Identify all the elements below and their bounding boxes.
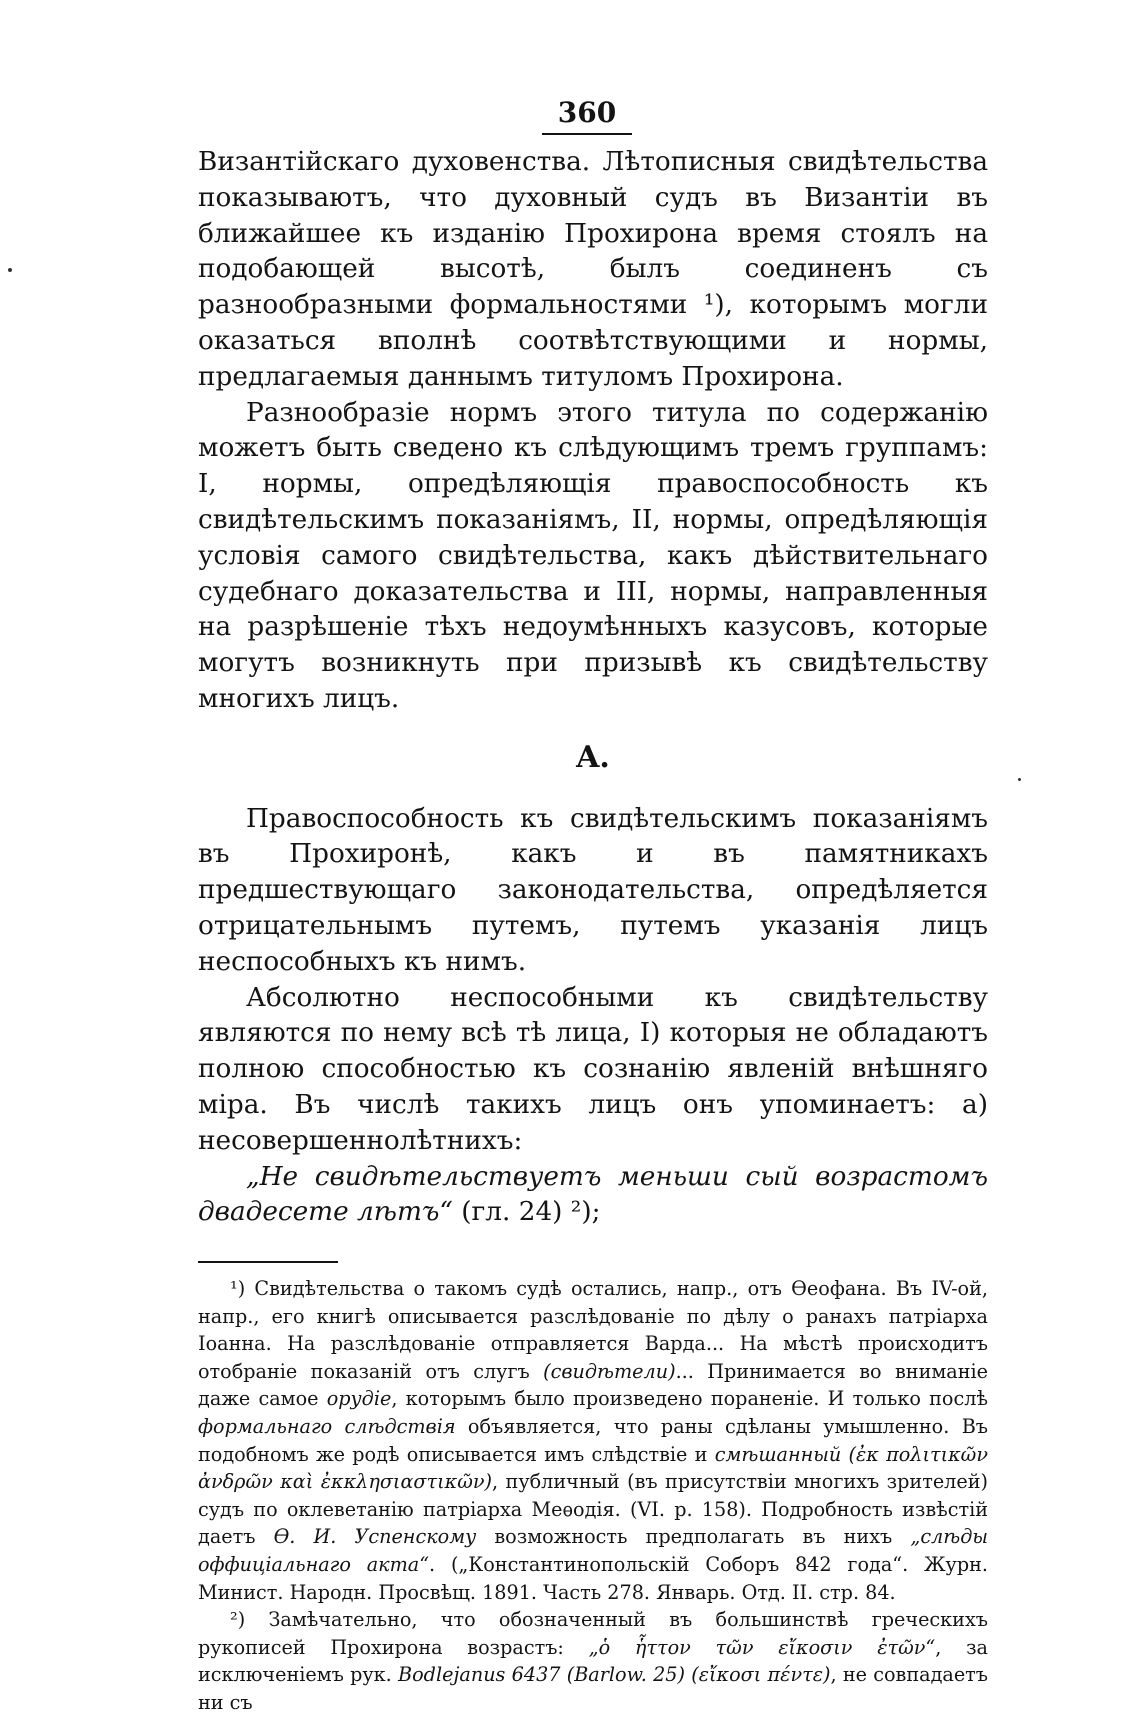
footnote-divider (198, 1261, 338, 1263)
quotation-reference: (гл. 24) ²); (452, 1197, 601, 1228)
main-text (198, 145, 988, 1231)
footnote-text: , не совпадаетъ ни съ (198, 1663, 989, 1715)
quotation (198, 1160, 988, 1232)
page-number: 360 (542, 96, 632, 135)
footnote-text: , которымъ было произведено пораненіе. И только послѣ (391, 1387, 988, 1411)
scan-speck (1018, 778, 1021, 781)
paragraph: Византійскаго духовенства. Лѣтописныя свидѣтельства показываютъ, что духовный судъ въ Византіи въ ближайшее къ изданію Прохирона время стоялъ на подобающей высотѣ, былъ соединенъ съ разнообразными формальностями ¹), которымъ могли оказаться вполнѣ соотвѣтствующими и нормы, предлагаемыя даннымъ титуломъ Прохирона. (198, 147, 988, 392)
quotation-text: „Не свидѣтельствуетъ меньши сый возрастомъ двадесете лѣтъ“ (198, 1161, 988, 1228)
footnote-text: возможность предполагать въ нихъ (476, 1525, 911, 1549)
paragraph: Абсолютно неспособными къ свидѣтельству являются по нему всѣ тѣ лица, I) которыя не обладаютъ полною способностью къ сознанію явленій внѣшняго міра. Въ числѣ такихъ лицъ онъ упоминаетъ: а) несовершеннолѣтнихъ: (198, 982, 988, 1156)
footnote-italic: формальнаго слѣдствія (198, 1415, 456, 1439)
footnote-text: ... Принимается во вниманіе даже самое (198, 1359, 989, 1411)
footnote-text: . („Константинопольскій Соборъ 842 года“. Журн. Минист. Народн. Просвѣщ. 1891. Часть 278. Январь. Отд. II. стр. 84. (198, 1553, 988, 1604)
footnote-italic: „ὁ ἧττον τῶν εἴκοσιν ἐτῶν“ (588, 1635, 936, 1659)
footnote-italic: „слѣды оффиціальнаго акта“ (198, 1525, 988, 1577)
footnotes (198, 1275, 988, 1717)
footnote-text: , публичный (въ присутствіи многихъ зрителей) судъ по оклеветанію патріарха Меѳодія. (VI. p. 158). Подробность извѣстій даетъ (198, 1470, 988, 1549)
paragraph: Правоспособность къ свидѣтельскимъ показаніямъ въ Прохиронѣ, какъ и въ памятникахъ предшествующаго законодательства, опредѣляется отрицательнымъ путемъ, путемъ указанія лицъ неспособныхъ къ нимъ. (198, 803, 988, 977)
section-heading: A. (576, 739, 610, 775)
footnote-text: ²) Замѣчательно, что обозначенный въ большинствѣ греческихъ рукописей Прохирона возрастъ: (198, 1608, 988, 1659)
footnote-text: ¹) Свидѣтельства о такомъ судѣ остались, напр., отъ Ѳеофана. Въ IV-ой, напр., его книгѣ описывается разслѣдованіе по дѣлу о ранахъ патріарха Іоанна. На разслѣдованіе отправляется Варда... На мѣстѣ происходитъ отобраніе показаній отъ слугъ (198, 1277, 988, 1383)
footnote-italic: Bodlejanus 6437 (Barlow. 25) (εἴκοσι πέντε) (398, 1663, 831, 1687)
book-page (198, 96, 988, 1717)
footnote-italic: смѣшанный (ἐκ πολιτικῶν ἀνδρῶν καὶ ἐκκλησιαστικῶν) (198, 1442, 988, 1494)
paragraph: Разнообразіе нормъ этого титула по содержанію можетъ быть сведено къ слѣдующимъ тремъ группамъ: I, нормы, опредѣляющія правоспособность къ свидѣтельскимъ показаніямъ, II, нормы, опредѣляющія условія самого свидѣтельства, какъ дѣйствительнаго судебнаго доказательства и III, нормы, направленныя на разрѣшеніе тѣхъ недоумѣнныхъ казусовъ, которые могутъ возникнуть при призывѣ къ свидѣтельству многихъ лицъ. (198, 397, 988, 714)
footnote-text: объявляется, что раны сдѣланы умышленно. Въ подобномъ же родѣ описывается имъ слѣдствіе и (198, 1415, 988, 1466)
scan-speck (8, 268, 12, 272)
footnote-1 (198, 1275, 988, 1606)
footnote-italic: (свидѣтели) (543, 1359, 676, 1383)
footnote-italic: Ѳ. И. Успенскому (273, 1525, 477, 1549)
footnote-2 (198, 1606, 988, 1716)
footnote-text: , за исключеніемъ рук. (198, 1635, 988, 1687)
footnote-italic: орудіе (326, 1387, 392, 1411)
